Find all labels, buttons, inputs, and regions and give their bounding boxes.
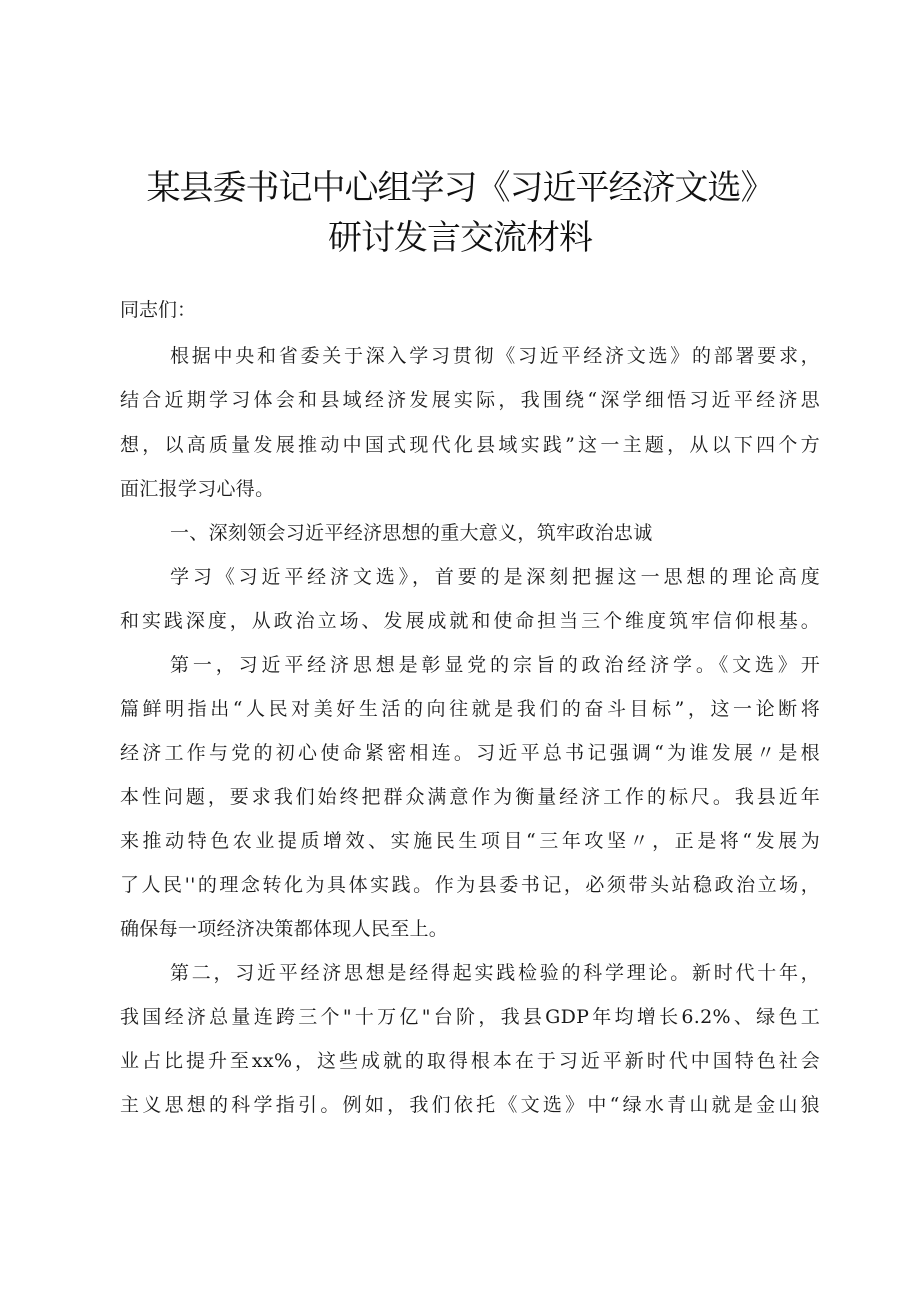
text-line: 第一，习近平经济思想是彰显党的宗旨的政治经济学。《文选》开 <box>170 654 820 676</box>
text-line: 第二，习近平经济思想是经得起实践检验的科学理论。新时代十年， <box>170 962 820 984</box>
text-line: 确保每一项经济决策都体现人民至上。 <box>120 918 449 940</box>
text-line: 经济工作与党的初心使命紧密相连。习近平总书记强调“为谁发展〃是根 <box>120 742 820 764</box>
text-line: 学习《习近平经济文选》，首要的是深刻把握这一思想的理论高度 <box>170 566 820 588</box>
text-line: 主义思想的科学指引。例如，我们依托《文选》中“绿水青山就是金山狼 <box>120 1094 820 1116</box>
text-line: 本性问题，要求我们始终把群众满意作为衡量经济工作的标尺。我县近年 <box>120 786 820 808</box>
text-line: 我国经济总量连跨三个"十万亿"台阶，我县GDP年均增长6.2%、绿色工 <box>120 1006 820 1028</box>
text-line: 来推动特色农业提质增效、实施民生项目“三年攻坚〃，正是将“发展为 <box>120 830 820 852</box>
document-title-line-2: 研讨发言交流材料 <box>328 218 592 258</box>
text-line: 业占比提升至xx%，这些成就的取得根本在于习近平新时代中国特色社会 <box>120 1050 820 1072</box>
text-line: 面汇报学习心得。 <box>120 478 275 500</box>
text-line: 结合近期学习体会和县域经济发展实际，我围绕“深学细悟习近平经济思 <box>120 389 820 411</box>
text-line: 了人民''的理念转化为具体实践。作为县委书记，必须带头站稳政治立场， <box>120 874 820 896</box>
text-line: 根据中央和省委关于深入学习贯彻《习近平经济文选》的部署要求， <box>170 345 820 367</box>
text-line: 想，以高质量发展推动中国式现代化县域实践”这一主题，从以下四个方 <box>120 434 820 456</box>
salutation: 同志们： <box>120 299 197 321</box>
text-line: 和实践深度，从政治立场、发展成就和使命担当三个维度筑牢信仰根基。 <box>120 610 820 632</box>
section-heading: 一、深刻领会习近平经济思想的重大意义，筑牢政治忠诚 <box>170 522 653 544</box>
document-title-line-1: 某县委书记中心组学习《习近平经济文选》 <box>146 168 774 208</box>
text-line: 篇鲜明指出“人民对美好生活的向往就是我们的奋斗目标”，这一论断将 <box>120 698 820 720</box>
